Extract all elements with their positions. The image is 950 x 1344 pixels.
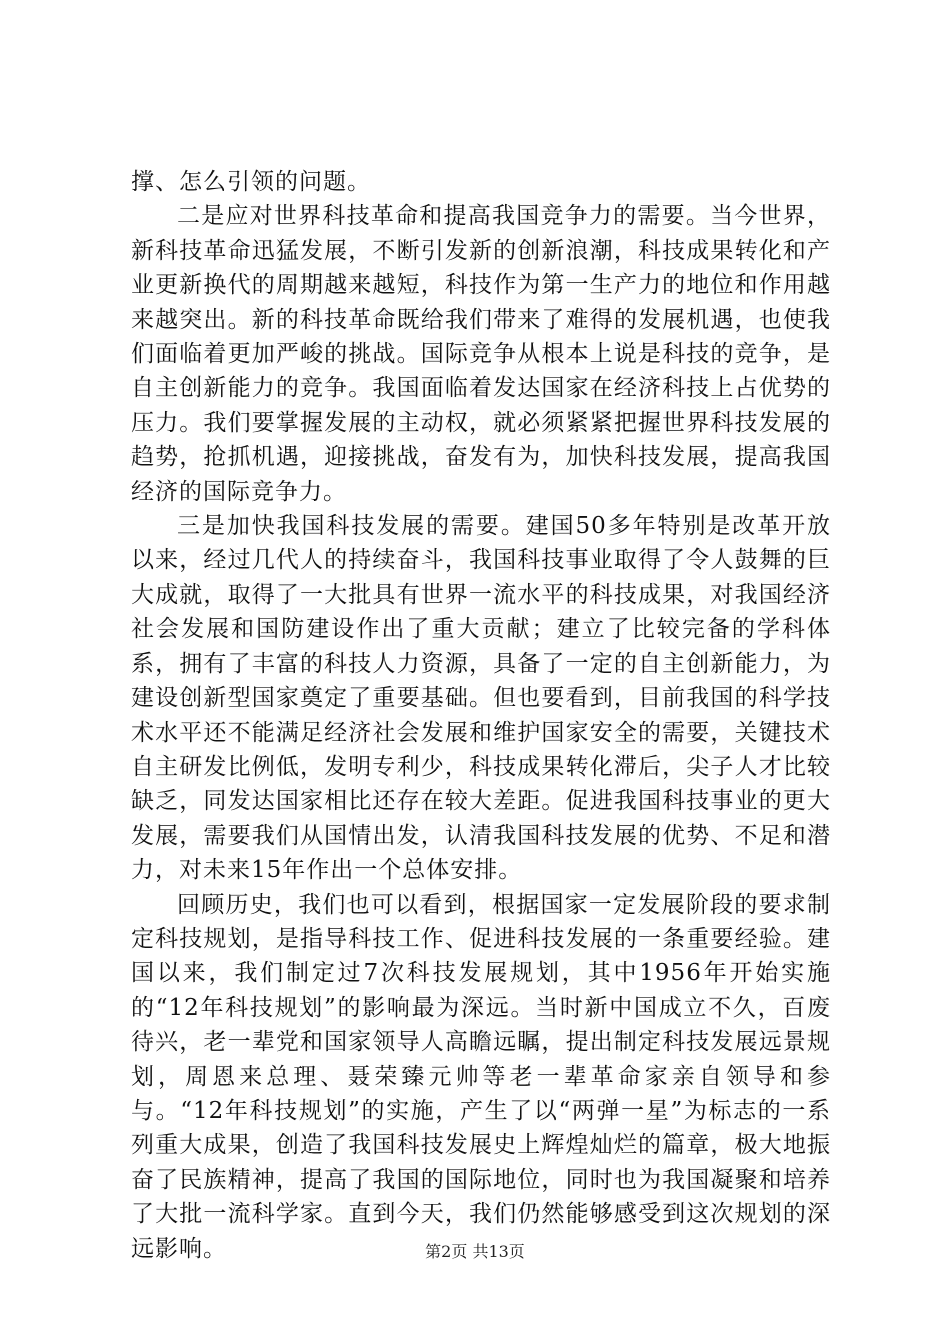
page-number-footer: 第2页 共13页 bbox=[425, 1242, 525, 1261]
paragraph-tech-revolution: 二是应对世界科技革命和提高我国竞争力的需要。当今世界，新科技革命迅猛发展，不断引发新的创新浪潮，科技成果转化和产业更新换代的周期越来越短，科技作为第一生产力的地位和作用越来越突出。新的科技革命既给我们带来了难得的发展机遇，也使我们面临着更加严峻的挑战。国际竞争从根本上说是科技的竞争，是自主创新能力的竞争。我国面临着发达国家在经济科技上占优势的压力。我们要掌握发展的主动权，就必须紧紧把握世界科技发展的趋势，抢抓机遇，迎接挑战，奋发有为，加快科技发展，提高我国经济的国际竞争力。 bbox=[131, 203, 831, 505]
paragraph-tech-development: 三是加快我国科技发展的需要。建国50多年特别是改革开放以来，经过几代人的持续奋斗，我国科技事业取得了令人鼓舞的巨大成就，取得了一大批具有世界一流水平的科技成果，对我国经济社会发展和国防建设作出了重大贡献；建立了比较完备的学科体系，拥有了丰富的科技人力资源，具备了一定的自主创新能力，为建设创新型国家奠定了重要基础。但也要看到，目前我国的科学技术水平还不能满足经济社会发展和维护国家安全的需要，关键技术自主研发比例低，发明专利少，科技成果转化滞后，尖子人才比较缺乏，同发达国家相比还存在较大差距。促进我国科技事业的更大发展，需要我们从国情出发，认清我国科技发展的优势、不足和潜力，对未来15年作出一个总体安排。 bbox=[131, 513, 831, 884]
paragraph-history-review: 回顾历史，我们也可以看到，根据国家一定发展阶段的要求制定科技规划，是指导科技工作、促进科技发展的一条重要经验。建国以来，我们制定过7次科技发展规划，其中1956年开始实施的“12年科技规划”的影响最为深远。当时新中国成立不久，百废待兴，老一辈党和国家领导人高瞻远瞩，提出制定科技发展远景规划，周恩来总理、聂荣臻元帅等老一辈革命家亲自领导和参与。“12年科技规划”的实施，产生了以“两弹一星”为标志的一系列重大成果，创造了我国科技发展史上辉煌灿烂的篇章，极大地振奋了民族精神，提高了我国的国际地位，同时也为我国凝聚和培养了大批一流科学家。直到今天，我们仍然能够感受到这次规划的深远影响。 bbox=[131, 891, 831, 1262]
document-body bbox=[131, 165, 831, 1266]
paragraph-continuation: 撑、怎么引领的问题。 bbox=[131, 169, 371, 195]
